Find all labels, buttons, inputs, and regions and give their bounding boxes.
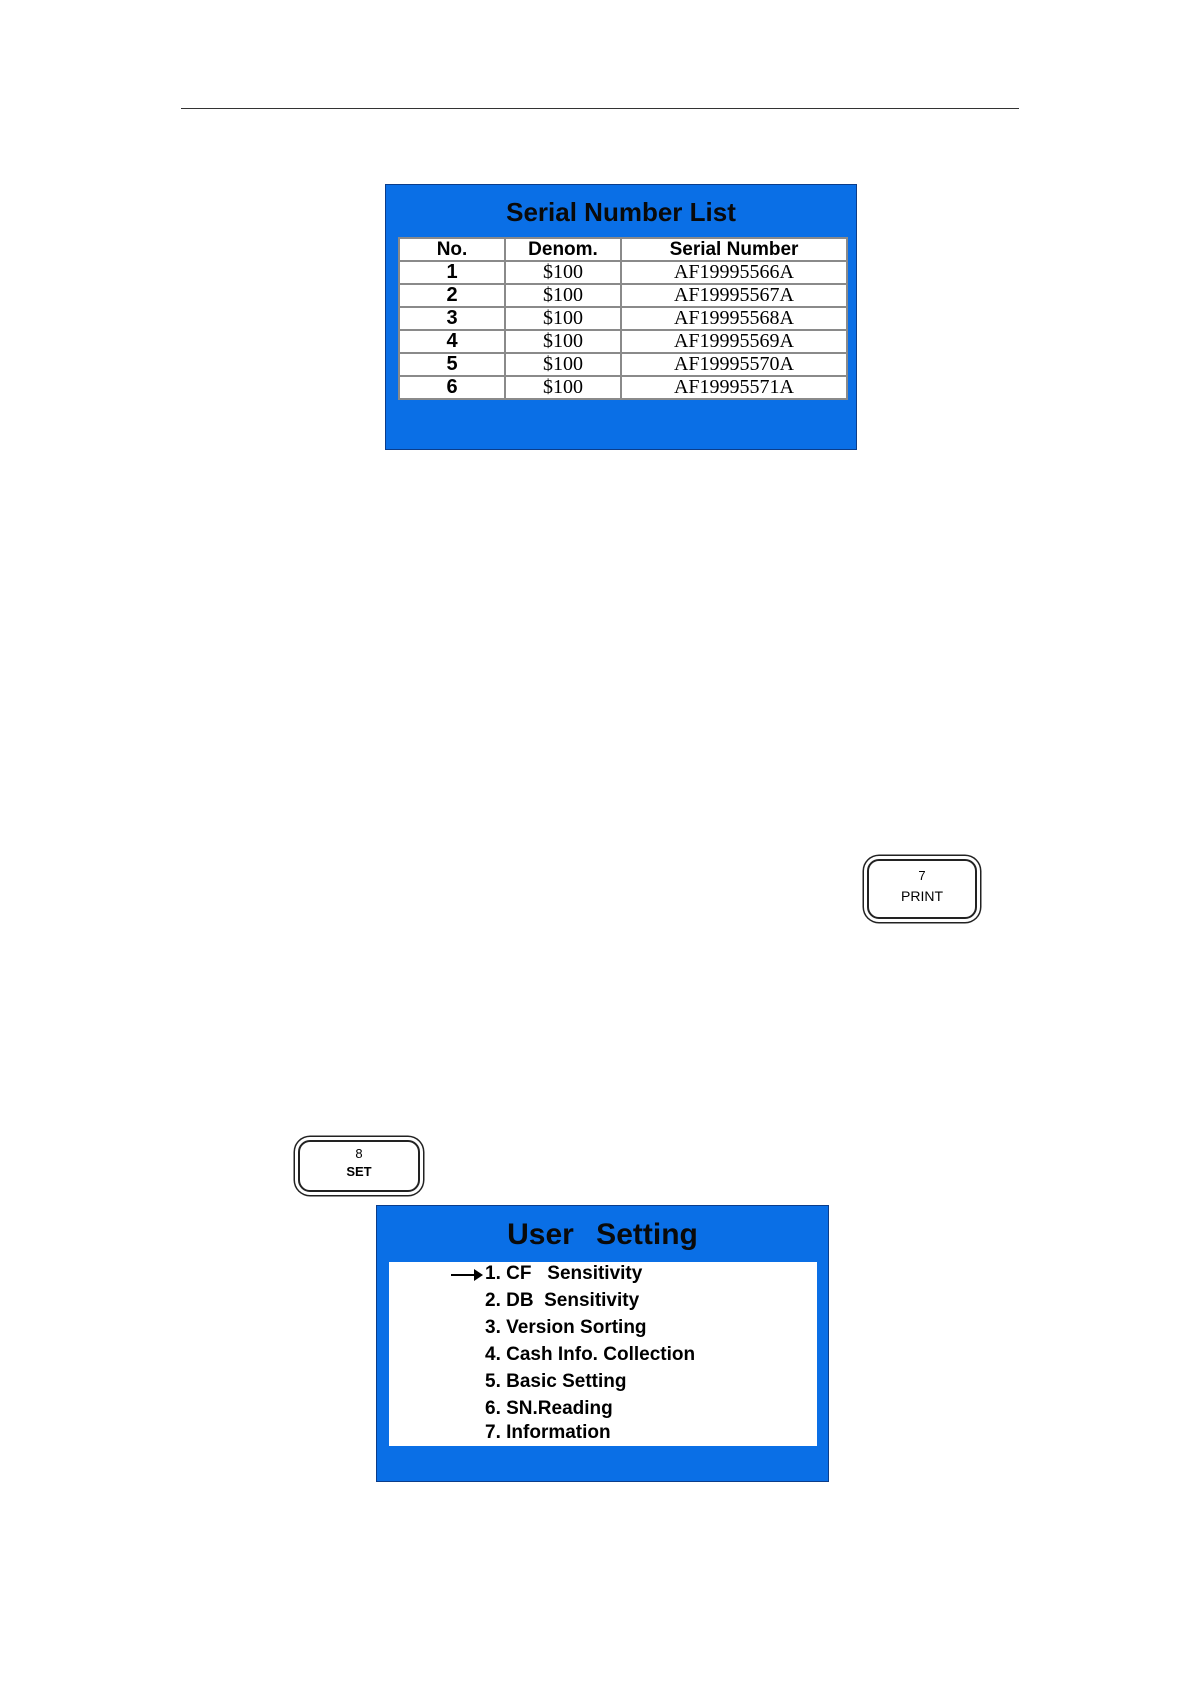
menu-item-label: 5. Basic Setting [485,1371,627,1392]
row-serial: AF19995571A [621,376,847,399]
row-no: 2 [399,284,505,307]
row-denom: $100 [505,284,621,307]
header-denom: Denom. [505,238,621,261]
menu-item-sn-reading[interactable] [389,1398,817,1422]
row-serial: AF19995567A [621,284,847,307]
row-no: 3 [399,307,505,330]
menu-item-db-sensitivity[interactable] [389,1290,817,1314]
header-serial-number: Serial Number [621,238,847,261]
menu-item-label: 6. SN.Reading [485,1398,613,1419]
row-no: 1 [399,261,505,284]
row-serial: AF19995570A [621,353,847,376]
table-row [399,353,847,376]
menu-item-information[interactable] [389,1422,817,1446]
menu-item-basic-setting[interactable] [389,1371,817,1395]
set-key-number: 8 [355,1146,363,1161]
row-denom: $100 [505,353,621,376]
row-denom: $100 [505,330,621,353]
menu-item-label: 7. Information [485,1422,611,1443]
table-row [399,330,847,353]
table-row [399,261,847,284]
user-setting-menu [389,1262,817,1446]
row-serial: AF19995568A [621,307,847,330]
header-rule [181,108,1019,109]
user-setting-title: User Setting [507,1218,698,1251]
set-key-label: SET [346,1164,372,1179]
row-denom: $100 [505,376,621,399]
serial-list-title: Serial Number List [506,197,736,227]
row-serial: AF19995566A [621,261,847,284]
menu-item-label: 4. Cash Info. Collection [485,1344,696,1365]
menu-item-label: 3. Version Sorting [485,1317,647,1338]
row-serial: AF19995569A [621,330,847,353]
menu-item-cf-sensitivity[interactable] [389,1263,817,1287]
row-no: 4 [399,330,505,353]
print-key-label: PRINT [901,888,943,904]
table-row [399,307,847,330]
menu-item-label: 2. DB Sensitivity [485,1290,640,1311]
selection-arrow-icon [451,1274,481,1276]
row-no: 6 [399,376,505,399]
user-setting-screen [376,1205,829,1482]
table-row [399,284,847,307]
header-no: No. [399,238,505,261]
serial-number-table [398,237,848,400]
menu-item-label: 1. CF Sensitivity [485,1263,643,1284]
row-no: 5 [399,353,505,376]
menu-item-version-sorting[interactable] [389,1317,817,1341]
table-header-row [399,238,847,261]
set-key-button[interactable] [298,1140,420,1192]
row-denom: $100 [505,261,621,284]
row-denom: $100 [505,307,621,330]
menu-item-cash-info-collection[interactable] [389,1344,817,1368]
serial-number-list-screen [385,184,857,450]
print-key-number: 7 [918,868,926,883]
print-key-button[interactable] [867,859,977,919]
table-row [399,376,847,399]
